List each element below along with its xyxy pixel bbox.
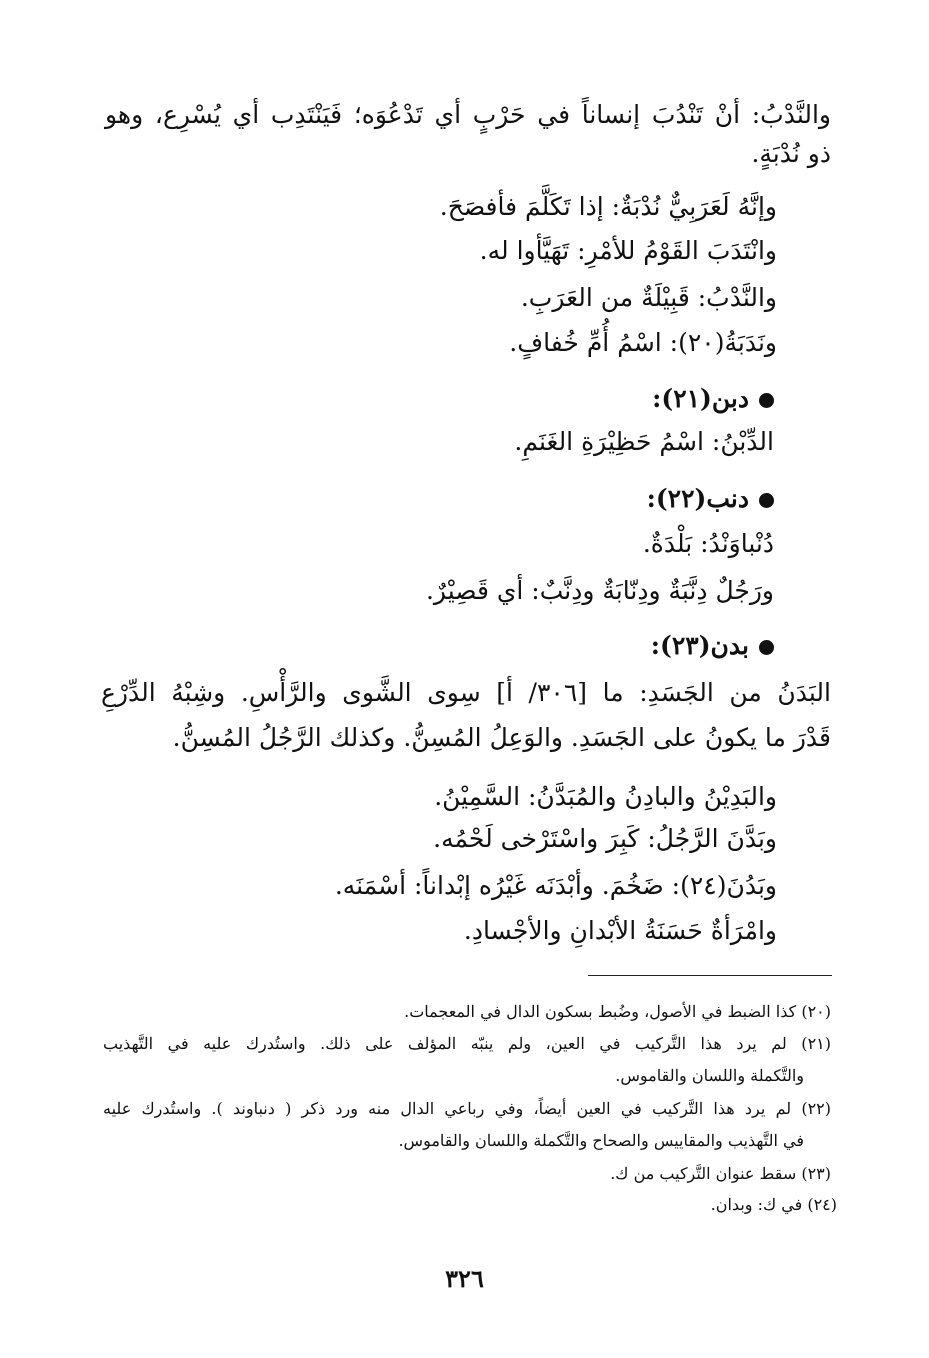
text-line: البَدَنُ من الجَسَدِ: ما [٣٠٦/ أ] سِوى الشَّوى والرَّأْسِ. وشِبْهُ الدِّرْعِ xyxy=(101,678,831,707)
footnote: (٢٤) في ك: وبدان. xyxy=(710,1195,837,1214)
text-line: وانْتَدَبَ القَوْمُ للأمْرِ: تَهَيَّأوا له. xyxy=(479,236,777,265)
text-line: وإنَّهُ لَعَرَبِيٌّ نُدْبَةٌ: إذا تَكَلَّمَ فأفصَحَ. xyxy=(439,192,777,221)
text-line: وبَدُنَ(٢٤): ضَخُمَ. وأبْدَنَه غَيْرُه إبْداناً: أسْمَنَه. xyxy=(334,871,777,900)
text-line: والبَدِيْنُ والبادِنُ والمُبَدَّنُ: السَّمِيْنُ. xyxy=(434,782,777,811)
footnote: في التَّهذيب والمقاييس والصحاح والتَّكملة واللسان والقاموس. xyxy=(398,1131,804,1150)
bullet-icon xyxy=(759,393,774,408)
text-line: ورَجُلٌ دِنَّبَةٌ ودِنّابَةٌ ودِنَّبٌ: أي قَصِيْرٌ. xyxy=(425,576,774,605)
footnote: (٢١) لم يرد هذا التَّركيب في العين، ولم ينبّه المؤلف على ذلك. واستُدرك عليه في التَّهذيب xyxy=(103,1034,831,1053)
footnote: (٢٠) كذا الضبط في الأصول، وضُبط بسكون الدال في المعجمات. xyxy=(404,1002,831,1021)
text-line: ونَدَبَةُ(٢٠): اسْمُ أُمِّ خُفافٍ. xyxy=(509,328,777,357)
bullet-icon xyxy=(759,640,774,655)
text-line: الدِّبْنُ: اسْمُ حَظِيْرَةِ الغَنَمِ. xyxy=(514,427,774,456)
entry-heading: دنب(٢٢): xyxy=(647,482,774,516)
text-line: وامْرَأةٌ حَسَنَةُ الأبْدانِ والأجْسادِ. xyxy=(463,916,777,945)
text-line: قَدْرَ ما يكونُ على الجَسَدِ. والوَعِلُ المُسِنُّ. وكذلك الرَّجُلُ المُسِنُّ. xyxy=(172,723,831,752)
text-line: والنَّدْبُ: أنْ تَنْدُبَ إنساناً في حَرْبٍ أي تَدْعُوَه؛ فَيَنْتَدِب أي يُسْرِع، وهو xyxy=(105,100,831,129)
footnote-separator xyxy=(588,975,832,976)
page-number: ٣٢٦ xyxy=(445,1264,484,1293)
entry-heading: بدن(٢٣): xyxy=(651,629,774,663)
text-line: والنَّدْبُ: قَبِيْلَةٌ من العَرَبِ. xyxy=(520,283,777,312)
text-line: ذو نُدْبَةٍ. xyxy=(751,139,831,168)
text-line: وبَدَّنَ الرَّجُلُ: كَبِرَ واسْتَرْخى لَحْمُه. xyxy=(433,824,777,853)
entry-heading: دبن(٢١): xyxy=(652,382,774,416)
text-line: دُنْباوَنْدُ: بَلْدَةٌ. xyxy=(642,529,774,558)
footnote: (٢٢) لم يرد هذا التَّركيب في العين أيضاً، وفي رباعي الدال منه ورد ذكر ( دنباوند ). واستُدرك عليه xyxy=(103,1099,831,1118)
footnote: والتَّكملة واللسان والقاموس. xyxy=(615,1066,804,1085)
footnote: (٢٣) سقط عنوان التَّركيب من ك. xyxy=(610,1164,831,1183)
bullet-icon xyxy=(759,493,774,508)
